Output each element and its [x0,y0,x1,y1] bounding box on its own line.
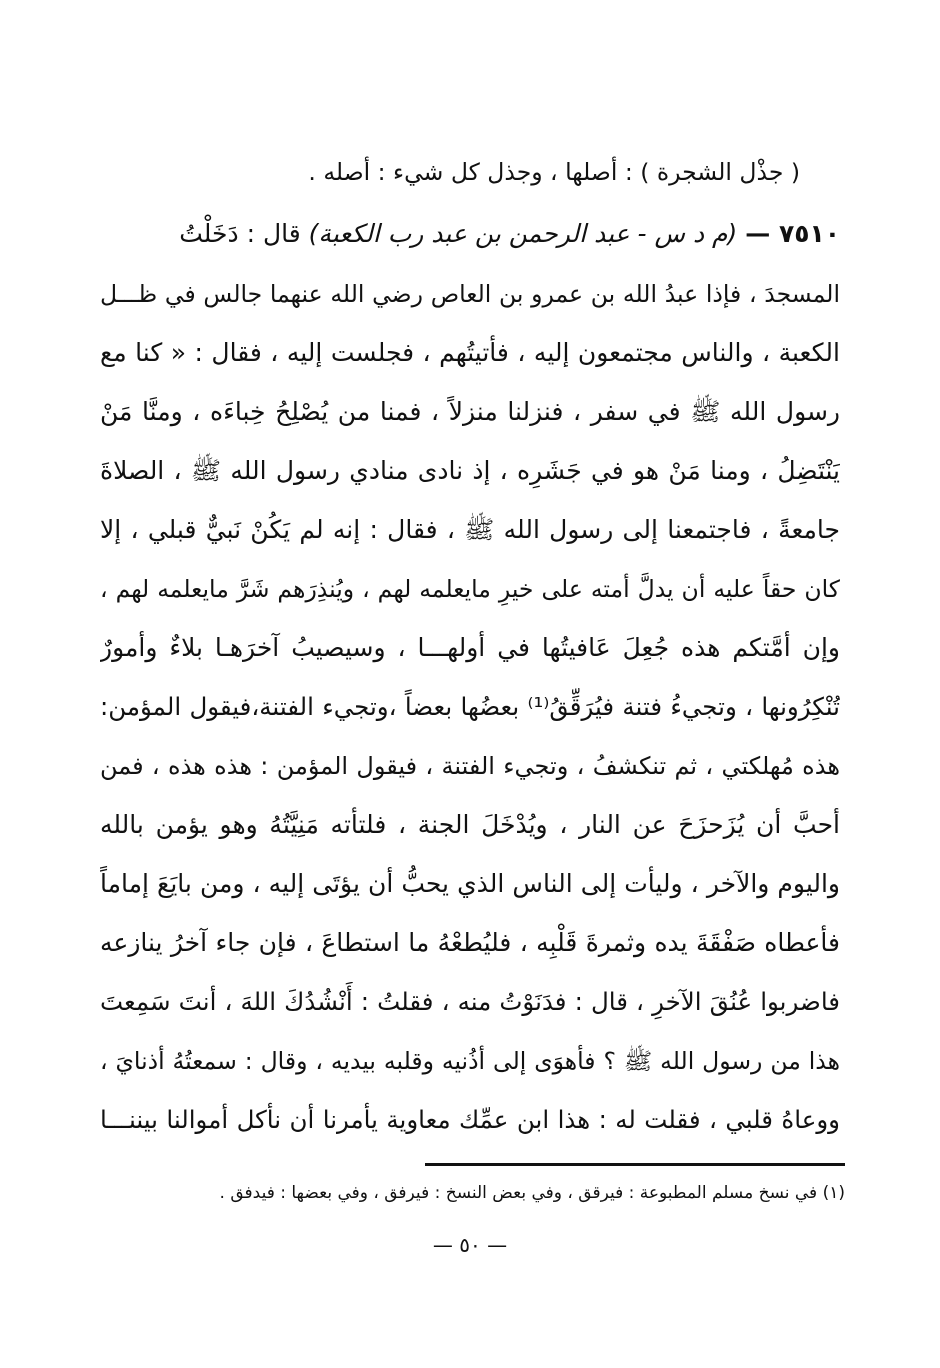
text-line-7: وإن أمَّتكم هذه جُعِلَ عَافيتُها في أولهـــا ، وسيصيبُ آخرَهـا بلاءٌ وأمورٌ [100,633,840,662]
text-line-2: الكعبة ، والناس مجتمعون إليه ، فأتيتُهم ، فجلست إليه ، فقال : « كنا مع [100,338,840,367]
hadith-number: ٧٥١٠ — [745,219,840,248]
footnote-divider [425,1163,845,1166]
text-line-4: يَنْتَضِلُ ، ومنا مَنْ هو في جَشَرِه ، إذ نادى منادي رسول الله ﷺ ، الصلاةَ [100,456,840,485]
hadith-intro: قال : دَخَلْتُ [179,219,301,248]
text-line-14: هذا من رسول الله ﷺ ؟ فأهوَى إلى أذُنيه وقلبه بيديه ، وقال : سمعتُهُ أذنايَ ، [100,1047,840,1075]
text-line-15: ووعاهُ قلبي ، فقلت له : هذا ابن عمِّك معاوية يأمرنا أن نأكل أموالنا بيننـــا [100,1105,840,1134]
text-line-10: أحبَّ أن يُزَحزَحَ عن النار ، ويُدْخَلَ الجنة ، فلتأته مَنِيَّتُهُ وهو يؤمن بالله [100,810,840,839]
footnote: (١) في نسخ مسلم المطبوعة : فيرقق ، وفي بعض النسخ : فيرفق ، وفي بعضها : فيدفق . [219,1183,845,1203]
text-line-12: فأعطاه صَفْقَةَ يده وثمرةَ قَلْبِه ، فليُطعْهُ ما استطاعَ ، فإن جاء آخرُ ينازعه [100,928,840,957]
text-line-6: كان حقاً عليه أن يدلَّ أمته على خيرِ مايعلمه لهم ، ويُنذِرَهم شَرَّ مايعلمه لهم ، [100,575,840,603]
page-number: — ٥٠ — [432,1233,508,1257]
text-line-3: رسول الله ﷺ في سفر ، فنزلنا منزلاً ، فمنا من يُصْلِحُ خِباءَه ، ومنَّا مَنْ [100,397,840,426]
text-line-8: تُنْكِرُونها ، وتجيءُ فتنة فيُرَقِّقُ⁽¹⁾ بعضُها بعضاً ،وتجيء الفتنة،فيقول المؤمن: [100,692,840,721]
text-line-11: واليوم والآخر ، وليأت إلى الناس الذي يحبُّ أن يؤتَى إليه ، ومن بايَعَ إماماً [100,869,840,898]
hadith-source: (م د س - عبد الرحمن بن عبد رب الكعبة) [308,219,738,248]
text-line-1: المسجدَ ، فإذا عبدُ الله بن عمرو بن العاص رضي الله عنهما جالس في ظـــل [100,280,840,308]
gloss-line: ( جذْل الشجرة ) : أصلها ، وجذل كل شيء : أصله . [308,158,800,186]
text-line-5: جامعةً ، فاجتمعنا إلى رسول الله ﷺ ، فقال : إنه لم يَكُنْ نَبيٌّ قبلي ، إلا [100,515,840,544]
hadith-heading [100,214,840,254]
text-line-13: فاضربوا عُنُقَ الآخرِ ، قال : فدَنَوْتُ منه ، فقلتُ : أَنْشُدُكَ اللهَ ، أنتَ سَمِعتَ [100,987,840,1016]
text-line-9: هذه مُهلكتي ، ثم تنكشفُ ، وتجيء الفتنة ، فيقول المؤمن : هذه هذه ، فمن [100,752,840,780]
